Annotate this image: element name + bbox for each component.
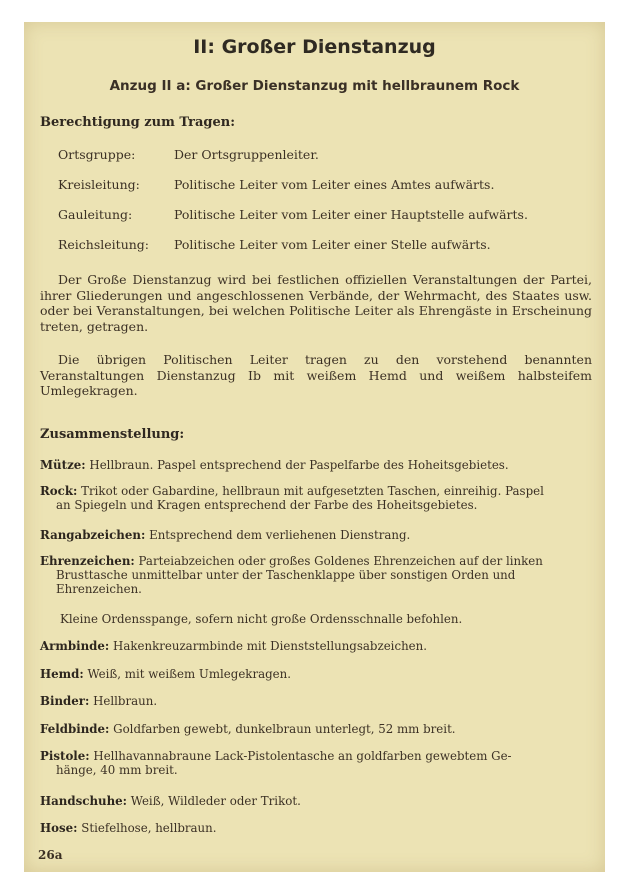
entitlement-row	[58, 147, 319, 162]
uniform-item	[40, 667, 592, 681]
item-text: Trikot oder Gabardine, hellbraun mit aufgesetzten Taschen, einreihig. Paspel	[81, 484, 544, 498]
item-text: Goldfarben gewebt, dunkelbraun unterlegt, 52 mm breit.	[113, 722, 456, 736]
item-key: Binder:	[40, 694, 90, 708]
document-page	[24, 22, 605, 872]
item-key: Ehrenzeichen:	[40, 554, 135, 568]
entitlement-row	[58, 177, 494, 192]
uniform-item	[40, 821, 592, 835]
uniform-item	[40, 554, 592, 596]
uniform-item	[40, 694, 592, 708]
page-subtitle: Anzug II a: Großer Dienstanzug mit hellbraunem Rock	[109, 78, 520, 94]
entitlement-row	[58, 237, 491, 252]
item-text-continued: hänge, 40 mm breit.	[56, 763, 178, 777]
entitlement-label: Reichsleitung:	[58, 237, 150, 252]
item-key: Rock:	[40, 484, 78, 498]
page-title: II: Großer Dienstanzug	[193, 36, 436, 58]
item-text: Hakenkreuzarmbinde mit Dienststellungsabzeichen.	[113, 639, 427, 653]
section-heading-berechtigung: Berechtigung zum Tragen:	[40, 115, 236, 130]
uniform-item	[40, 528, 592, 542]
item-key: Feldbinde:	[40, 722, 110, 736]
item-key: Mütze:	[40, 458, 86, 472]
item-key: Hemd:	[40, 667, 84, 681]
item-key: Hose:	[40, 821, 78, 835]
item-text: Parteiabzeichen oder großes Goldenes Ehrenzeichen auf der linken	[138, 554, 543, 568]
item-key: Rangabzeichen:	[40, 528, 146, 542]
item-key: Armbinde:	[40, 639, 110, 653]
page-number: 26a	[38, 848, 63, 862]
entitlement-row	[58, 207, 528, 222]
item-text: Weiß, mit weißem Umlegekragen.	[87, 667, 292, 681]
entitlement-label: Gauleitung:	[58, 207, 133, 222]
item-key: Handschuhe:	[40, 794, 128, 808]
uniform-item	[40, 722, 592, 736]
entitlement-label: Ortsgruppe:	[58, 147, 136, 162]
item-text: Stiefelhose, hellbraun.	[81, 821, 217, 835]
item-text: Entsprechend dem verliehenen Dienstrang.	[149, 528, 411, 542]
item-text: Hellhavannabraune Lack-Pistolentasche an goldfarben gewebtem Ge-	[93, 749, 512, 763]
item-text-continued: an Spiegeln und Kragen entsprechend der Farbe des Hoheitsgebietes.	[56, 498, 478, 512]
entitlement-text: Der Ortsgruppenleiter.	[174, 147, 319, 162]
body-paragraph: Der Große Dienstanzug wird bei festlichen offiziellen Veranstaltungen der Partei, ihrer Gliederungen und angeschlossenen Verbände, der Wehrmacht, des Staates usw. oder bei Veranstaltungen, bei welchen Politische Leiter als Ehrengäste in Erscheinung treten, getragen.	[40, 272, 592, 334]
item-text-continued: Brusttasche unmittelbar unter der Taschenklappe über sonstigen Orden und Ehrenzeichen.	[56, 568, 516, 596]
uniform-item	[40, 458, 592, 472]
entitlement-label: Kreisleitung:	[58, 177, 140, 192]
entitlement-text: Politische Leiter vom Leiter einer Hauptstelle aufwärts.	[174, 207, 528, 222]
item-text: Hellbraun. Paspel entsprechend der Paspelfarbe des Hoheitsgebietes.	[89, 458, 509, 472]
uniform-item	[40, 484, 592, 512]
item-text: Weiß, Wildleder oder Trikot.	[130, 794, 301, 808]
ordensspange-note: Kleine Ordensspange, sofern nicht große Ordensschnalle befohlen.	[60, 612, 463, 626]
uniform-item	[40, 639, 592, 653]
uniform-item	[40, 749, 592, 777]
uniform-item	[40, 794, 592, 808]
item-key: Pistole:	[40, 749, 90, 763]
item-text: Hellbraun.	[93, 694, 158, 708]
entitlement-text: Politische Leiter vom Leiter eines Amtes aufwärts.	[174, 177, 495, 192]
section-heading-zusammenstellung: Zusammenstellung:	[40, 427, 185, 442]
body-paragraph: Die übrigen Politischen Leiter tragen zu den vorstehend benannten Veranstaltungen Dienstanzug Ib mit weißem Hemd und weißem halbsteifem Umlegekragen.	[40, 352, 592, 398]
entitlement-text: Politische Leiter vom Leiter einer Stelle aufwärts.	[174, 237, 491, 252]
